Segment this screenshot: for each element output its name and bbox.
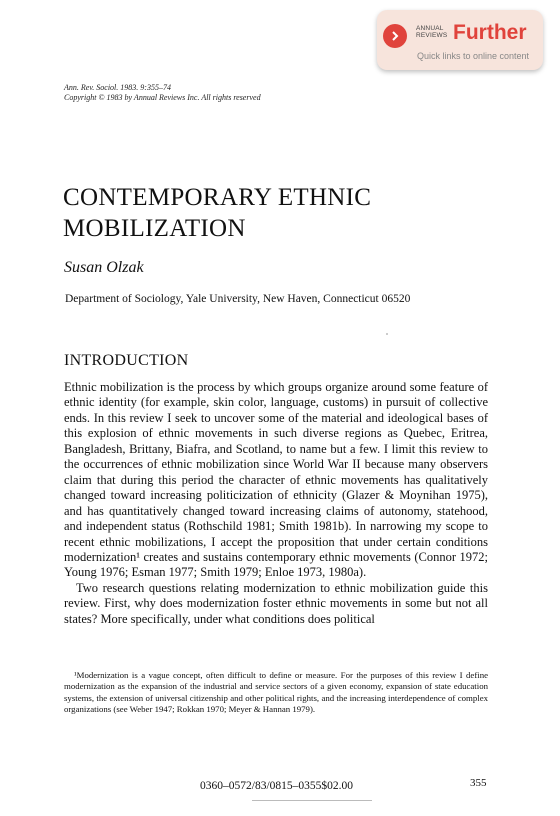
annual-reviews-label: ANNUAL REVIEWS [416, 25, 448, 39]
further-label: Further [453, 21, 527, 44]
author-name: Susan Olzak [64, 259, 144, 276]
divider [252, 800, 372, 801]
further-banner[interactable] [377, 10, 543, 70]
footnote-text: ¹Modernization is a vague concept, often difficult to define or measure. For the purposes of this review I define modernization as the expansion of the industrial and service sectors of a given economy, expansion of state education systems, the extension of universal citizenship and other political rights, and the increasing interdependence of complex organizations (see Weber 1947; Rokkan 1970; Meyer & Hannan 1979). [64, 670, 488, 715]
further-tagline: Quick links to online content [417, 51, 530, 61]
further-logo-icon [383, 24, 407, 48]
chevron-right-icon [389, 30, 401, 42]
article-code: 0360–0572/83/0815–0355$02.00 [200, 780, 354, 792]
body-text [64, 380, 488, 627]
paragraph: Ethnic mobilization is the process by which groups organize around some feature of ethnic identity (for example, skin color, language, customs) in pursuit of collective ends. In this review I seek to uncover some of the material and ideological bases of this explosion of ethnic movements in such diverse regions as Quebec, Eritrea, Bangladesh, Brittany, Biafra, and Scotland, to name but a few. I limit this review to the occurrences of ethnic mobilization since World War II because many observers claim that during this period the character of ethnic movements has qualitatively changed toward increasing politicization of ethnicity (Glazer & Moynihan 1975), and has quantitatively changed toward increasing claims of autonomy, statehood, and independent status (Rothschild 1981; Smith 1981b). In narrowing my scope to recent ethnic mobilizations, I accept the proposition that under certain conditions modernization¹ creates and sustains contemporary ethnic movements (Connor 1972; Young 1976; Esman 1977; Smith 1979; Enloe 1973, 1980a). [64, 380, 488, 580]
section-heading: INTRODUCTION [64, 352, 189, 369]
author-affiliation: Department of Sociology, Yale University, New Haven, Connecticut 06520 [65, 293, 411, 305]
article-title: CONTEMPORARY ETHNIC MOBILIZATION [63, 184, 372, 242]
page-number: 355 [470, 777, 487, 789]
citation-line-2: Copyright © 1983 by Annual Reviews Inc. All rights reserved [64, 93, 261, 102]
citation-line-1: Ann. Rev. Sociol. 1983. 9:355–74 [64, 83, 171, 92]
citation-block [64, 83, 261, 103]
footnote [64, 670, 488, 716]
paragraph: Two research questions relating modernization to ethnic mobilization guide this review. First, why does modernization foster ethnic movements in some but not all states? More specifically, under what conditions does political [64, 580, 488, 626]
speck [386, 333, 388, 335]
